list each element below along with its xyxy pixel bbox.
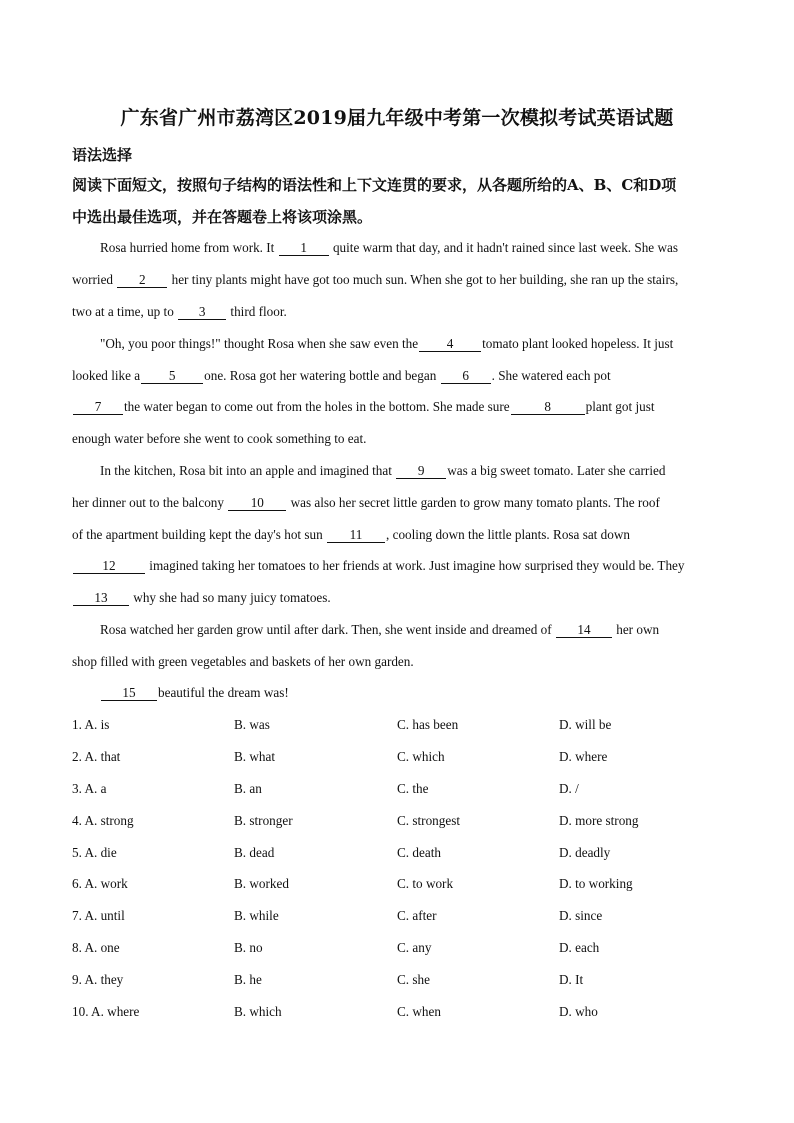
answer-blank: 6 (441, 369, 491, 384)
answer-blank: 15 (101, 686, 157, 701)
answer-blank: 2 (117, 273, 167, 288)
passage-text: her dinner out to the balcony (72, 495, 228, 510)
answer-option: C. after (397, 908, 437, 923)
passage-text: imagined taking her tomatoes to her friends at work. Just imagine how surprised they would be. They (146, 558, 685, 573)
passage-line (72, 399, 655, 415)
answer-blank: 3 (178, 305, 226, 320)
passage-text: . She watered each pot (491, 368, 611, 383)
answer-blank: 9 (396, 464, 446, 479)
answer-blank: 8 (511, 400, 585, 415)
answer-option: D. more strong (559, 813, 639, 828)
answer-blank: 11 (327, 528, 385, 543)
passage-text: Rosa hurried home from work. It (100, 240, 278, 255)
passage-text: shop filled with green vegetables and baskets of her own garden. (72, 654, 414, 669)
answer-option: B. stronger (234, 813, 293, 828)
answer-option: D. who (559, 1004, 598, 1019)
answer-option: C. she (397, 972, 430, 987)
answer-option: D. It (559, 972, 584, 987)
answer-option: 4. A. strong (72, 813, 134, 828)
question-row (72, 845, 732, 865)
passage-text: was also her secret little garden to grow many tomato plants. The roof (287, 495, 660, 510)
answer-blank: 5 (141, 369, 203, 384)
passage-text: plant got just (585, 399, 655, 414)
passage-line (100, 240, 678, 256)
passage-text: worried (72, 272, 117, 287)
passage-line (72, 558, 685, 574)
answer-blank: 12 (73, 559, 145, 574)
passage-text: third floor. (227, 304, 287, 319)
answer-option: B. while (234, 908, 279, 923)
answer-option: B. no (234, 940, 263, 955)
instruction-line: 中选出最佳选项，并在答题卷上将该项涂黑。 (72, 208, 373, 226)
answer-option: C. has been (397, 717, 459, 732)
answer-option: D. each (559, 940, 600, 955)
passage-text: beautiful the dream was! (158, 685, 289, 700)
question-row (72, 717, 732, 737)
answer-option: 5. A. die (72, 845, 117, 860)
answer-option: 8. A. one (72, 940, 120, 955)
passage-text: quite warm that day, and it hadn't rained since last week. She was (329, 240, 678, 255)
passage-line (100, 685, 289, 701)
answer-option: C. any (397, 940, 432, 955)
passage-line (72, 368, 611, 384)
passage-text: why she had so many juicy tomatoes. (130, 590, 331, 605)
answer-option: B. was (234, 717, 270, 732)
instruction-line: 阅读下面短文，按照句子结构的语法性和上下文连贯的要求，从各题所给的A、B、C和D项 (72, 176, 677, 194)
answer-option: 6. A. work (72, 876, 128, 891)
passage-text: tomato plant looked hopeless. It just (482, 336, 674, 351)
passage-line (100, 622, 659, 638)
answer-blank: 1 (279, 241, 329, 256)
answer-option: C. the (397, 781, 429, 796)
answer-option: 3. A. a (72, 781, 107, 796)
passage-text: "Oh, you poor things!" thought Rosa when she saw even the (100, 336, 419, 351)
passage-text: Rosa watched her garden grow until after dark. Then, she went inside and dreamed of (100, 622, 555, 637)
answer-blank: 10 (228, 496, 286, 511)
passage-text: of the apartment building kept the day's hot sun (72, 527, 326, 542)
answer-option: 9. A. they (72, 972, 124, 987)
answer-option: B. which (234, 1004, 282, 1019)
question-row (72, 876, 732, 896)
answer-option: C. when (397, 1004, 441, 1019)
passage-text: two at a time, up to (72, 304, 178, 319)
answer-blank: 7 (73, 400, 123, 415)
passage-text: one. Rosa got her watering bottle and began (204, 368, 440, 383)
passage-text: her own (612, 622, 660, 637)
answer-option: D. where (559, 749, 608, 764)
section-heading: 语法选择 (72, 146, 133, 164)
passage-line (100, 336, 673, 352)
passage-line (100, 463, 665, 479)
answer-option: B. what (234, 749, 276, 764)
answer-option: 2. A. that (72, 749, 121, 764)
question-row (72, 1004, 732, 1024)
answer-option: D. deadly (559, 845, 611, 860)
question-row (72, 940, 732, 960)
answer-option: 10. A. where (72, 1004, 140, 1019)
answer-option: D. / (559, 781, 579, 796)
question-row (72, 749, 732, 769)
answer-blank: 13 (73, 591, 129, 606)
question-row (72, 781, 732, 801)
answer-option: 7. A. until (72, 908, 125, 923)
answer-option: B. he (234, 972, 262, 987)
passage-text: looked like a (72, 368, 141, 383)
passage-line (72, 304, 287, 320)
passage-text: enough water before she went to cook something to eat. (72, 431, 367, 446)
question-row (72, 972, 732, 992)
page-title: 广东省广州市荔湾区2019届九年级中考第一次模拟考试英语试题 (120, 107, 674, 129)
answer-option: B. worked (234, 876, 289, 891)
answer-option: D. will be (559, 717, 612, 732)
passage-text: was a big sweet tomato. Later she carried (447, 463, 666, 478)
answer-blank: 14 (556, 623, 612, 638)
passage-text: her tiny plants might have got too much sun. When she got to her building, she ran up the stairs, (168, 272, 679, 287)
passage-line (72, 590, 331, 606)
passage-line (72, 495, 660, 511)
answer-option: D. since (559, 908, 603, 923)
passage-line (72, 272, 678, 288)
answer-option: C. which (397, 749, 445, 764)
passage-line (72, 527, 630, 543)
answer-option: C. strongest (397, 813, 461, 828)
answer-option: B. dead (234, 845, 275, 860)
passage-line (72, 431, 366, 447)
answer-option: 1. A. is (72, 717, 110, 732)
passage-text: the water began to come out from the holes in the bottom. She made sure (124, 399, 510, 414)
question-row (72, 813, 732, 833)
question-row (72, 908, 732, 928)
answer-option: D. to working (559, 876, 633, 891)
answer-option: B. an (234, 781, 262, 796)
answer-blank: 4 (419, 337, 481, 352)
passage-text: , cooling down the little plants. Rosa sat down (386, 527, 630, 542)
passage-text: In the kitchen, Rosa bit into an apple and imagined that (100, 463, 396, 478)
answer-option: C. to work (397, 876, 454, 891)
passage-line (72, 654, 414, 670)
answer-option: C. death (397, 845, 441, 860)
